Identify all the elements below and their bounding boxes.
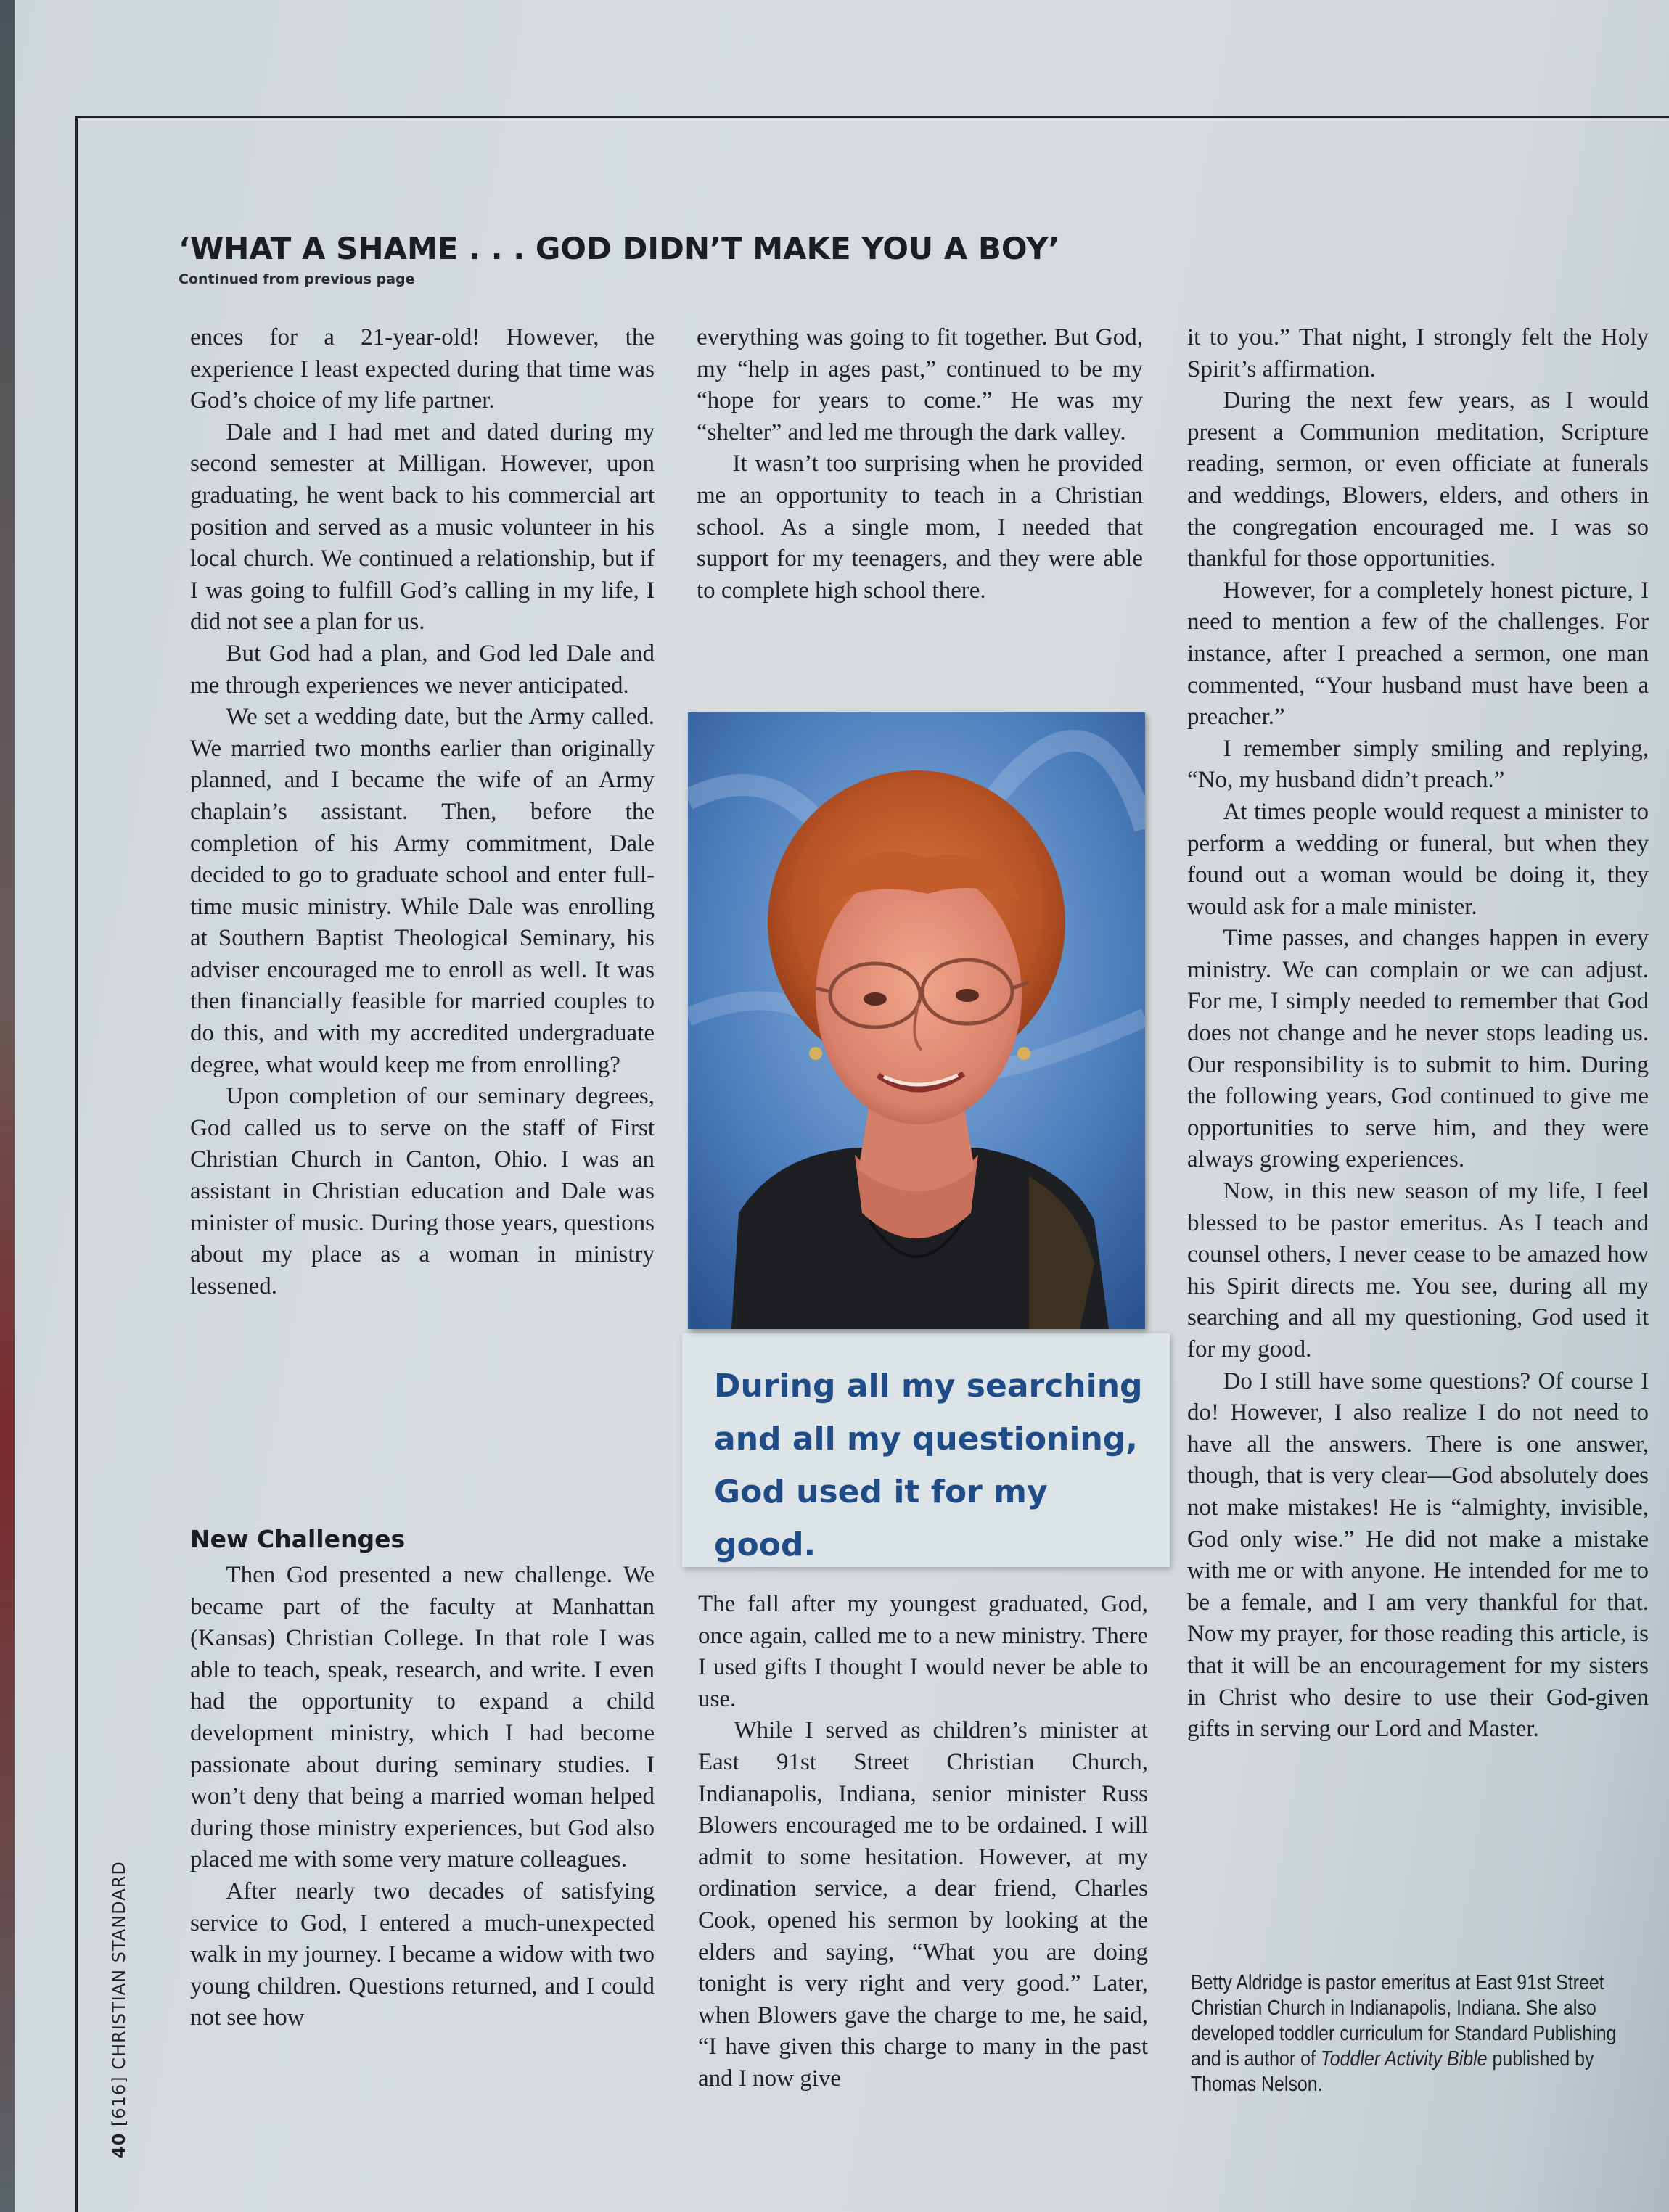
pullquote: During all my searching and all my questioning, God used it for my good. [714, 1368, 1143, 1563]
column-1-continued [190, 1560, 655, 2034]
paragraph: We set a wedding date, but the Army called. We married two months earlier than originally planned, and I became the wife of an Army chaplain’s assistant. Then, before the completion of his Army commitment, Dale decided to go to graduate school and enter full-time music ministry. While Dale was enrolling at Southern Baptist Theological Seminary, his adviser encouraged me to enroll as well. It was then financially feasible for married couples to do this, and with my accredited undergraduate degree, what would keep me from enrolling? [190, 704, 655, 1078]
page-folio [109, 1861, 129, 2158]
paragraph: Time passes, and changes happen in every ministry. We can complain or we can adjust. For me, I simply needed to remember that God does not change and he never stops leading us. Our responsibility is to submit to him. During the following years, God continued to give me opportunities to serve him, and they were always growing experiences. [1187, 925, 1649, 1173]
paragraph: But God had a plan, and God led Dale and me through experiences we never anticipated. [190, 640, 655, 699]
column-2-top [697, 322, 1143, 607]
column-3 [1187, 322, 1649, 1746]
column-1 [190, 322, 655, 1302]
section-subhead: New Challenges [190, 1525, 406, 1553]
author-portrait [688, 712, 1145, 1329]
paragraph: During the next few years, as I would present a Communion meditation, Scripture reading, sermon, or even officiate at funerals and weddings, Blowers, elders, and others in the congregation encouraged me. I was so thankful for those opportunities. [1187, 387, 1649, 572]
paragraph: everything was going to fit together. But God, my “help in ages past,” continued to be my “hope for years to come.” He was my “shelter” and led me through the dark valley. [697, 324, 1143, 445]
paragraph: While I served as children’s minister at East 91st Street Christian Church, Indianapolis, Indiana, senior minister Russ Blowers encouraged me to be ordained. I will admit to some hesitation. However, at my ordination service, a dear friend, Charles Cook, opened his sermon by looking at the elders and saying, “What you are doing tonight is very right and very good.” Later, when Blowers gave the charge to me, he said, “I have given this charge to many in the past and I now give [698, 1717, 1148, 2092]
author-bio [1191, 1970, 1651, 2097]
paragraph: Now, in this new season of my life, I feel blessed to be pastor emeritus. As I teach and counsel others, I never cease to be amazed how his Spirit directs me. You see, during all my searching and all my questioning, God used it for my good. [1187, 1178, 1649, 1362]
paragraph: The fall after my youngest graduated, God, once again, called me to a new ministry. There I used gifts I thought I would never be able to use. [698, 1591, 1148, 1712]
column-2-bottom [698, 1589, 1148, 2095]
magazine-name: CHRISTIAN STANDARD [109, 1861, 129, 2070]
bio-text: Betty Aldridge is pastor emeritus at East 91st Street Christian Church in Indianapolis, Indiana. She also developed toddler curriculum for Standard Publishing and is author of [1191, 1971, 1617, 2071]
paragraph: It wasn’t too surprising when he provided me an opportunity to teach in a Christian school. As a single mom, I needed that support for my teenagers, and they were able to complete high school there. [697, 451, 1143, 604]
page-edge-shadow [0, 0, 15, 2212]
paragraph: After nearly two decades of satisfying service to God, I entered a much-unexpected walk in my journey. I became a widow with two young children. Questions returned, and I could not see how [190, 1878, 655, 2031]
article-headline: ‘WHAT A SHAME . . . GOD DIDN’T MAKE YOU A BOY’ [179, 231, 1060, 266]
paragraph: Then God presented a new challenge. We became part of the faculty at Manhattan (Kansas) Christian College. In that role I was able to teach, speak, research, and write. I even had the opportunity to expand a child development ministry, which I had become passionate about during seminary studies. I won’t deny that being a married woman helped during those ministry experiences, but God also placed me with some very mature colleagues. [190, 1562, 655, 1873]
paragraph: Dale and I had met and dated during my second semester at Milligan. However, upon graduating, he went back to his commercial art position and served as a music volunteer in his local church. We continued a relationship, but if I was going to fulfill God’s calling in my life, I did not see a plan for us. [190, 419, 655, 636]
paragraph: ences for a 21-year-old! However, the experience I least expected during that time was God’s choice of my life partner. [190, 324, 655, 414]
paragraph: Do I still have some questions? Of course I do! However, I also realize I do not need to have all the answers. There is one answer, though, that is very clear—God absolutely does not make mistakes! He is “almighty, invisible, God only wise.” He did not make a mistake with me or with anyone. He intended for me to be a female, and I am very thankful for that. Now my prayer, for those reading this article, is that it will be an encouragement for my sisters in Christ who desire to use their God-given gifts in serving our Lord and Master. [1187, 1368, 1649, 1743]
book-title: Toddler Activity Bible [1320, 2047, 1488, 2071]
paragraph: At times people would request a minister to perform a wedding or funeral, but when they found out a woman would be doing it, they would ask for a male minister. [1187, 798, 1649, 920]
paragraph: I remember simply smiling and replying, “No, my husband didn’t preach.” [1187, 735, 1649, 794]
paragraph: it to you.” That night, I strongly felt the Holy Spirit’s affirmation. [1187, 324, 1649, 382]
bio-text-end: published by Thomas Nelson. [1191, 2047, 1594, 2096]
page-number: 40 [109, 2132, 129, 2158]
paragraph: Upon completion of our seminary degrees, God called us to serve on the staff of First Christian Church in Canton, Ohio. I was an assistant in Christian education and Dale was minister of music. During those years, questions about my place as a woman in ministry lessened. [190, 1083, 655, 1299]
continued-note: Continued from previous page [179, 271, 415, 287]
paragraph: However, for a completely honest picture, I need to mention a few of the challenges. For instance, after I preached a sermon, one man commented, “Your husband must have been a preacher.” [1187, 577, 1649, 731]
issue-number: [616] [109, 2076, 129, 2126]
